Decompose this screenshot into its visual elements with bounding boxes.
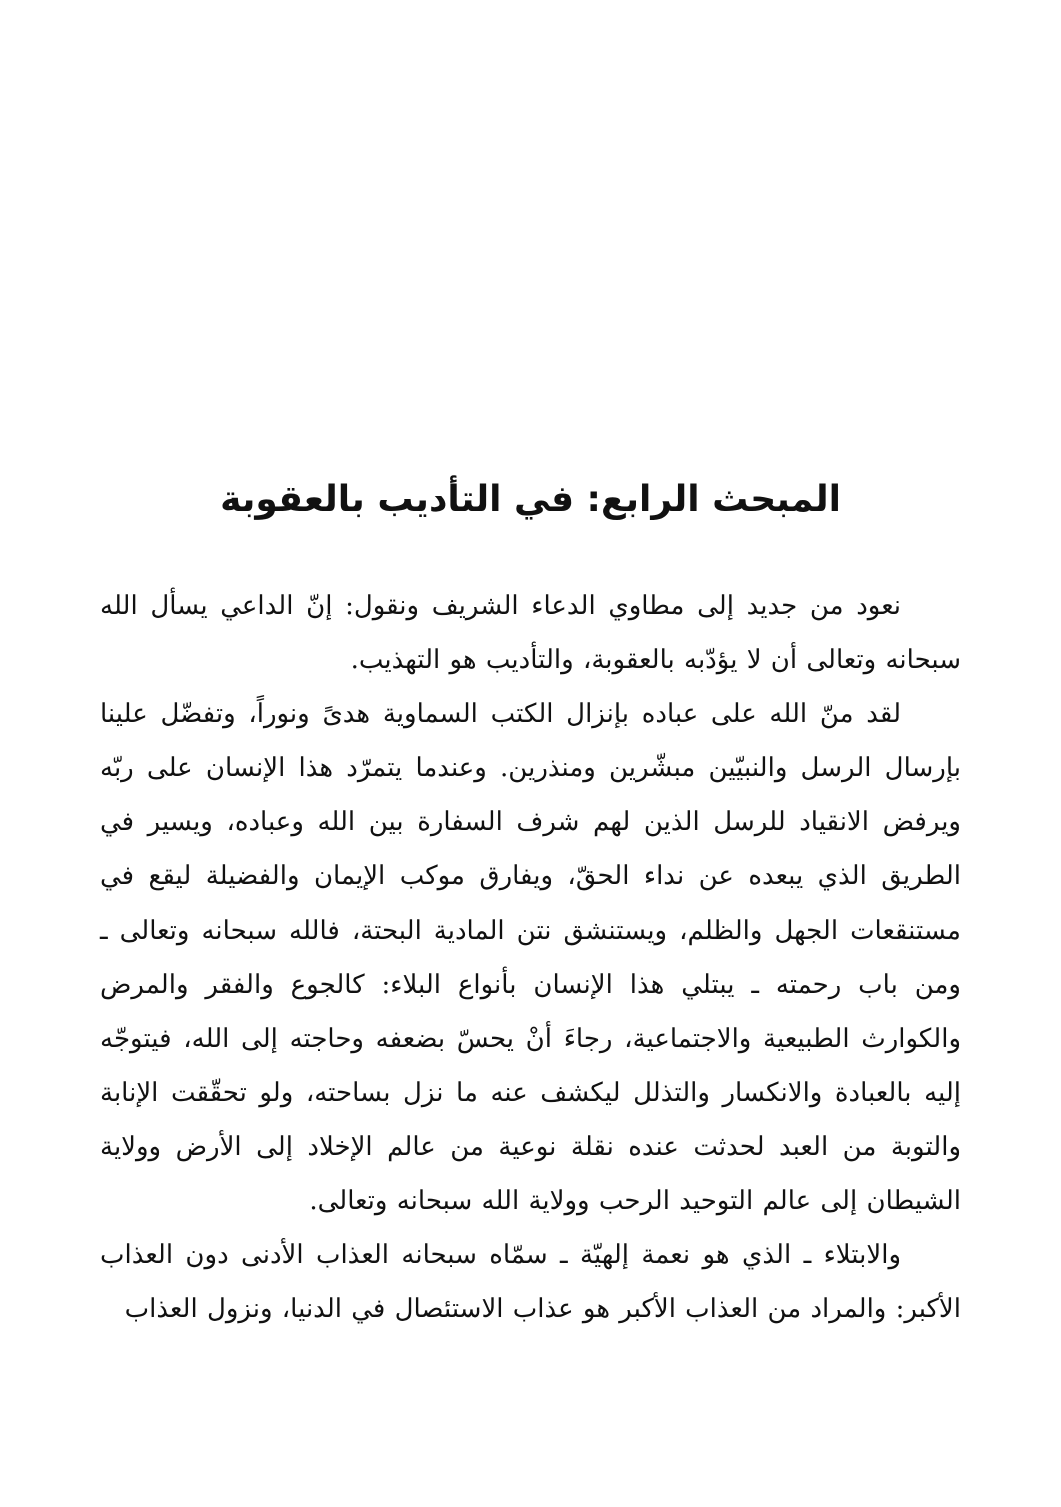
paragraph-1: نعود من جديد إلى مطاوي الدعاء الشريف ونقول: إنّ الداعي يسأل الله سبحانه وتعالى أن لا يؤدّبه بالعقوبة، والتأديب هو التهذيب. [100,591,961,676]
body-text [100,579,961,1336]
section-title: المبحث الرابع: في التأديب بالعقوبة [220,479,841,520]
page [100,0,961,1507]
paragraph-3: والابتلاء ـ الذي هو نعمة إلهيّة ـ سمّاه سبحانه العذاب الأدنى دون العذاب الأكبر: والمراد من العذاب الأكبر هو عذاب الاستئصال في الدنيا، ونزول العذاب [100,1240,961,1325]
paragraph-2: لقد منّ الله على عباده بإنزال الكتب السماوية هدىً ونوراً، وتفضّل علينا بإرسال الرسل والنبيّين مبشّرين ومنذرين. وعندما يتمرّد هذا الإنسان على ربّه ويرفض الانقياد للرسل الذين لهم شرف السفارة بين الله وعباده، ويسير في الطريق الذي يبعده عن نداء الحقّ، ويفارق موكب الإيمان والفضيلة ليقع في مستنقعات الجهل والظلم، ويستنشق نتن المادية البحتة، فالله سبحانه وتعالى ـ ومن باب رحمته ـ يبتلي هذا الإنسان بأنواع البلاء: كالجوع والفقر والمرض والكوارث الطبيعية والاجتماعية، رجاءَ أنْ يحسّ بضعفه وحاجته إلى الله، فيتوجّه إليه بالعبادة والانكسار والتذلل ليكشف عنه ما نزل بساحته، ولو تحقّقت الإنابة والتوبة من العبد لحدثت عنده نقلة نوعية من عالم الإخلاد إلى الأرض وولاية الشيطان إلى عالم التوحيد الرحب وولاية الله سبحانه وتعالى. [100,699,961,1217]
